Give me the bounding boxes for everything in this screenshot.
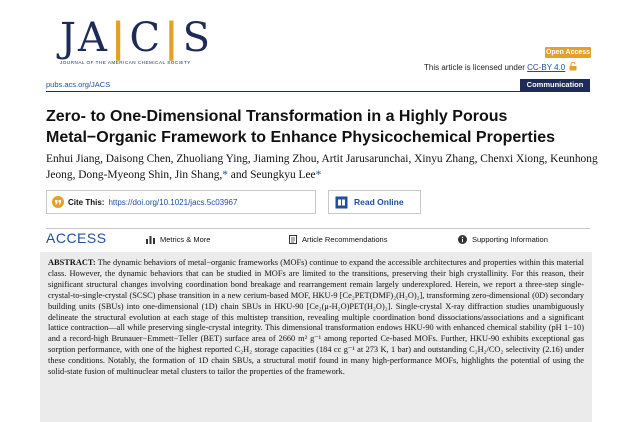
open-access-badge: Open Access [545,49,591,56]
abstract-heading: ABSTRACT: [48,258,96,267]
access-label: ACCESS [46,230,107,246]
document-icon [289,235,297,244]
cite-row [46,190,590,214]
doi-link[interactable]: https://doi.org/10.1021/jacs.5c03967 [108,197,238,207]
recommendations-label: Article Recommendations [302,235,388,244]
journal-subtitle: JOURNAL OF THE AMERICAN CHEMICAL SOCIETY [60,60,191,65]
corresponding-author-mark[interactable]: * [222,169,228,181]
supporting-label: Supporting Information [472,235,548,244]
url-bar [46,80,590,92]
jacs-logo[interactable]: JA|C|S [60,14,213,61]
article-title: Zero- to One-Dimensional Transformation in a Highly Porous Metal−Organic Framework to Enhance Physicochemical Properties [46,108,556,146]
article-type-badge: Communication [520,79,590,91]
logo-text-ja: JA [60,15,109,61]
logo-text-c: C [129,15,163,61]
cite-box [46,190,316,214]
license-notice [424,62,577,72]
corresponding-author-mark-2[interactable]: * [315,169,322,181]
read-online-button[interactable] [328,190,421,214]
authors-text: Enhui Jiang, Daisong Chen, Zhuoliang Ying, Jiaming Zhou, Artit Jarusarunchai, Xinyu Zhang, Chenxi Xiong, Keunhong Jeong, Dong-Myeong Shin, Jin Shang, [46,153,598,181]
article-recommendations-link[interactable] [289,235,387,244]
journal-header [0,0,623,90]
supporting-information-link[interactable] [458,235,548,244]
author-list [46,151,606,183]
abstract-body: The dynamic behaviors of metal−organic frameworks (MOFs) continue to expand the accessible architectures and properties within this material class. However, the dynamic behaviors that can be studied in MOFs are limited to the transitions, preserving their high crystallinity. For this reason, their significant structural changes involving coordination bond breakage and rearrangement remain largely underexplored. Herein, we report a three-step single-crystal-to-single-crystal (SCSC) phase transition in a new cerium-based MOF, HKU-9 [Ce₂PET(DMF)₂(H₂O)₂], transforming zero-dimensional (0D) secondary building units (SBUs) into one-dimensional (1D) chain SBUs in HKU-90 [Ce₂(μ-H₂O)PET(H₂O)₂]. Single-crystal X-ray diffraction studies unambiguously delineate the structural evolution at each stage of this multistep transition, revealing multiple coordination bond dissociations/associations and a significant lattice contraction—all while preserving single-crystal integrity. This dimensional transformation endows HKU-90 with enhanced chemical stability (pH 1−10) and a record-high Brunauer−Emmett−Teller (BET) surface area of 2660 m² g⁻¹ among reported Ce-based MOFs. Further, HKU-90 exhibits exceptional gas sorption performance, with one of the highest reported C₂H₂ storage capacities (184 cc g⁻¹ at 273 K, 1 bar) and outstanding C₂H₂/CO₂ selectivity (2.16) under these conditions. Notably, the formation of 1D chain SBUs, a structural motif found in many high-performance MOFs, highlights the potential of using the solid-state fusion of multinuclear metal clusters to tailor the properties of the framework. [48,258,585,377]
logo-text-s: S [182,15,213,61]
read-online-icon [335,196,348,209]
journal-url-link[interactable]: pubs.acs.org/JACS [46,80,111,89]
license-text: This article is licensed under [424,63,528,72]
metrics-label: Metrics & More [160,235,211,244]
authors-last: and Seungkyu Lee [227,169,316,181]
open-lock-icon [569,62,577,71]
abstract-section [40,252,592,422]
quote-icon [52,196,64,208]
cite-label: Cite This: [68,197,105,207]
read-online-label: Read Online [354,197,404,207]
access-bar [46,228,590,250]
metrics-link[interactable] [146,235,210,244]
info-icon [458,235,467,244]
bar-chart-icon [146,236,155,244]
license-link[interactable]: CC-BY 4.0 [527,63,566,72]
